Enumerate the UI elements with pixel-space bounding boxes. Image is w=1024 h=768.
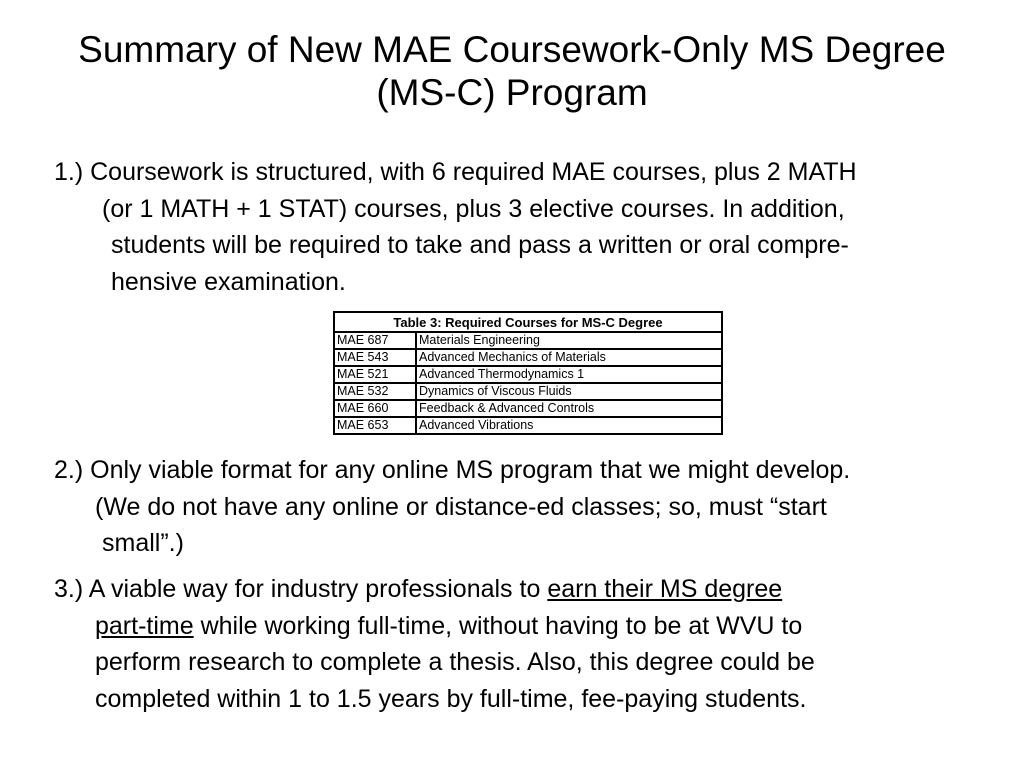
point-3-paragraph bbox=[54, 571, 815, 717]
point-1-paragraph bbox=[54, 154, 857, 300]
point-2-line: 2.) Only viable format for any online MS program that we might develop. bbox=[54, 456, 851, 484]
point-2-line: (We do not have any online or distance-ed classes; so, must “start bbox=[95, 492, 827, 521]
point-1-line: (or 1 MATH + 1 STAT) courses, plus 3 elective courses. In addition, bbox=[102, 194, 845, 223]
table-caption-row bbox=[334, 312, 722, 332]
course-code: MAE 687 bbox=[334, 332, 416, 349]
point-2-paragraph bbox=[54, 452, 850, 562]
course-name: Feedback & Advanced Controls bbox=[416, 400, 722, 417]
point-3-line: perform research to complete a thesis. Also, this degree could be bbox=[95, 648, 815, 676]
table-row bbox=[334, 400, 722, 417]
point-2-line: small”.) bbox=[102, 529, 184, 557]
point-1-line: students will be required to take and pass a written or oral compre- bbox=[111, 231, 849, 259]
table-row bbox=[334, 349, 722, 366]
slide-title bbox=[0, 28, 1024, 114]
table-caption: Table 3: Required Courses for MS-C Degree bbox=[334, 312, 722, 332]
required-courses-table bbox=[333, 311, 723, 435]
point-3-text: 3.) A viable way for industry professionals to bbox=[54, 575, 548, 603]
table-row bbox=[334, 383, 722, 400]
course-name: Materials Engineering bbox=[416, 332, 722, 349]
table-row bbox=[334, 417, 722, 434]
point-1-line: hensive examination. bbox=[111, 267, 346, 296]
point-3-line bbox=[54, 608, 815, 645]
course-code: MAE 532 bbox=[334, 383, 416, 400]
course-code: MAE 521 bbox=[334, 366, 416, 383]
course-code: MAE 543 bbox=[334, 349, 416, 366]
course-name: Advanced Thermodynamics 1 bbox=[416, 366, 722, 383]
course-code: MAE 653 bbox=[334, 417, 416, 434]
course-name: Dynamics of Viscous Fluids bbox=[416, 383, 722, 400]
point-3-text: while working full-time, without having to be at WVU to bbox=[193, 611, 803, 640]
point-3-line bbox=[54, 571, 815, 608]
course-name: Advanced Vibrations bbox=[416, 417, 722, 434]
emphasis-ms-degree: earn their MS degree bbox=[547, 575, 783, 603]
slide-title-line: (MS-C) Program bbox=[376, 72, 648, 113]
course-name: Advanced Mechanics of Materials bbox=[416, 349, 722, 366]
course-code: MAE 660 bbox=[334, 400, 416, 417]
emphasis-part-time: part-time bbox=[95, 611, 194, 640]
table-row bbox=[334, 366, 722, 383]
point-3-line: completed within 1 to 1.5 years by full-time, fee-paying students. bbox=[95, 684, 807, 713]
slide-title-line: Summary of New MAE Coursework-Only MS Degree bbox=[78, 29, 946, 70]
table-row bbox=[334, 332, 722, 349]
point-1-line: 1.) Coursework is structured, with 6 required MAE courses, plus 2 MATH bbox=[54, 158, 857, 186]
